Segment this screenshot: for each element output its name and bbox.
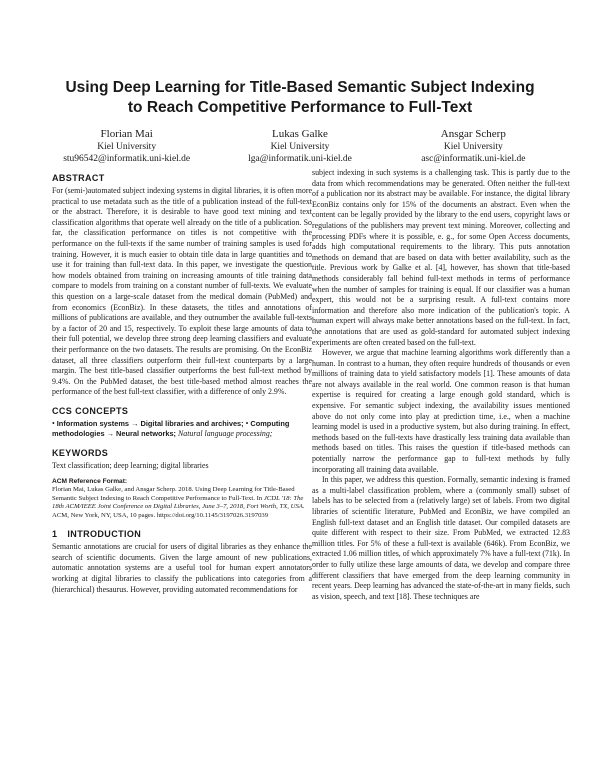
introduction-text: Semantic annotations are crucial for users of digital libraries as they enhance the search of scientific documents. Given the large amount of new publications, automatic annotation systems are a useful tool for human expert annotators working at digital libraries to classify the publications into categories from a (hierarchical) thesaurus. However, providing automated recommendations for <box>52 542 312 594</box>
ccs-item-information-systems: Information systems → Digital libraries and archives; <box>56 418 244 428</box>
acm-reference-heading: ACM Reference Format: <box>52 477 128 485</box>
author-email: stu96542@informatik.uni-kiel.de <box>63 153 191 164</box>
ccs-item-computing-methodologies: Computing methodologies → Neural networks; <box>52 418 290 439</box>
author-name: Ansgar Scherp <box>440 128 506 140</box>
author-email: asc@informatik.uni-kiel.de <box>421 153 526 164</box>
ccs-concepts <box>52 419 312 440</box>
author-2 <box>213 128 386 165</box>
author-1 <box>40 128 213 165</box>
ccs-item-nlp: Natural language processing; <box>178 429 273 439</box>
acm-reference-venue: JCDL '18: The 18th ACM/IEEE Joint Conference on Digital Libraries, June 3–7, 2018, Fort Worth, TX, USA. <box>52 494 305 511</box>
ccs-bullet: • <box>52 418 55 428</box>
acm-reference-part1: Florian Mai, Lukas Galke, and Ansgar Scherp. 2018. Using Deep Learning for Title-Based Semantic Subject Indexing to Reach Competitive Performance to Full-Text. In <box>52 485 295 502</box>
body-paragraph-3: In this paper, we address this question. Formally, semantic indexing is framed as a multi-label classification problem, where a (commonly small) subset of labels has to be selected from a (relatively large) set of labels. From two digital libraries of scientific literature, PubMed and EconBiz, we have compiled an English full-text dataset and an English title dataset. Our compiled datasets are quite different with respect to their size. From PubMed, we extracted 12.83 million titles. For 5% of these a full-text is available (646k). From EconBiz, we extracted 1.06 million titles, of which approximately 7% have a full-text (71k). In order to fully utilize these large amounts of data, we develop and compare three different classifiers that have emerged from the deep learning community in recent years. Deep learning has advanced the state-of-the-art in many fields, such as vision, speech, and text [18]. These techniques are <box>312 475 570 601</box>
introduction-heading <box>52 528 312 540</box>
abstract-heading: ABSTRACT <box>52 173 105 183</box>
ccs-bullet: • <box>245 418 249 428</box>
body-paragraph-2: However, we argue that machine learning algorithms work differently than a human. In contrast to a human, they often require hundreds of thousands or even millions of training data to yield satisfactory models [1]. These amounts of data are not always available in the real world. One common reason is that human expertise is required for creating a large enough gold standard, which is expensive. For semantic subject indexing, the availability issues mentioned above do not only come into play at prediction time, i.e., when a machine learning model is used in a productive system, but also during training. In effect, methods based on the full-texts have drastically less training data available than methods based on titles. This raises the question if title-based methods can potentially narrow the performance gap to full-text methods by fully incorporating all training data available. <box>312 348 570 474</box>
title-line-1: Using Deep Learning for Title-Based Semantic Subject Indexing <box>65 79 535 96</box>
section-number: 1 <box>52 529 58 540</box>
author-affiliation: Kiel University <box>97 142 157 152</box>
author-email: lga@informatik.uni-kiel.de <box>248 153 352 164</box>
paper-title <box>40 78 560 118</box>
acm-reference-text <box>52 486 312 522</box>
abstract-text: For (semi-)automated subject indexing systems in digital libraries, it is often more practical to use metadata such as the title of a publication instead of the full-text or the abstract. Therefore, it is desirable to have good text mining and text classification algorithms that operate well already on the title of a publication. So far, the classification performance on titles is not competitive with the performance on the full-texts if the same number of training samples is used for training. However, it is much easier to obtain title data in large quantities and to use it for training than full-text data. In this paper, we investigate the question how models obtained from training on increasing amounts of title training data compare to models from training on a constant number of full-texts. We evaluate this question on a large-scale dataset from the medical domain (PubMed) and from economics (EconBiz). In these datasets, the titles and annotations of millions of publications are available, and they outnumber the available full-texts by a factor of 20 and 15, respectively. To exploit these large amounts of data to their full potential, we develop three strong deep learning classifiers and evaluate their performance on the two datasets. The results are promising. On the EconBiz dataset, all three classifiers outperform their full-text counterparts by a large margin. The best title-based classifier outperforms the best full-text method by 9.4%. On the PubMed dataset, the best title-based method almost reaches the performance of the best full-text classifier, with a difference of only 2.9%. <box>52 186 312 397</box>
keywords-heading: KEYWORDS <box>52 448 109 459</box>
body-paragraph-1: subject indexing in such systems is a challenging task. This is partly due to the data from which recommendations may be generated. Often neither the full-text of a publication nor its abstract may be available. For instance, the digital library EconBiz contains only for 15% of the documents an abstract. Even when the content can be legally provided by the library to the end users, copyright laws or regulations of the publishers may prevent text mining. Moreover, collecting and processing PDFs where it is possible, e. g., for some Open Access documents, adds high computational requirements to the library. This puts annotation methods on demand that are based on data with better availability, such as the title. Previous work by Galke et al. [4], however, has shown that title-based methods considerably fall behind full-text methods in terms of performance when the number of samples for training is equal. If our classifier was a human expert, this would not be a surprising result. A full-text contains more information and therefore also more indication of the publication's topic. A human expert will always make better annotations based on the full-text. In fact, the annotations that are used as gold-standard for automated subject indexing experiments are often created based on the full-text. <box>312 168 570 347</box>
title-line-2: to Reach Competitive Performance to Full-Text <box>127 99 473 116</box>
left-column <box>52 172 312 595</box>
author-affiliation: Kiel University <box>270 142 330 152</box>
ccs-heading: CCS CONCEPTS <box>52 405 129 416</box>
author-3 <box>387 128 560 165</box>
keywords-text: Text classification; deep learning; digital libraries <box>52 461 209 471</box>
acm-reference-part2: ACM, New York, NY, USA, 10 pages. https://doi.org/10.1145/3197026.3197039 <box>52 512 269 520</box>
author-name: Florian Mai <box>100 128 153 140</box>
author-name: Lukas Galke <box>272 128 328 140</box>
author-block <box>40 128 560 165</box>
author-affiliation: Kiel University <box>443 142 503 152</box>
right-column <box>312 168 570 602</box>
section-title: INTRODUCTION <box>67 529 142 540</box>
